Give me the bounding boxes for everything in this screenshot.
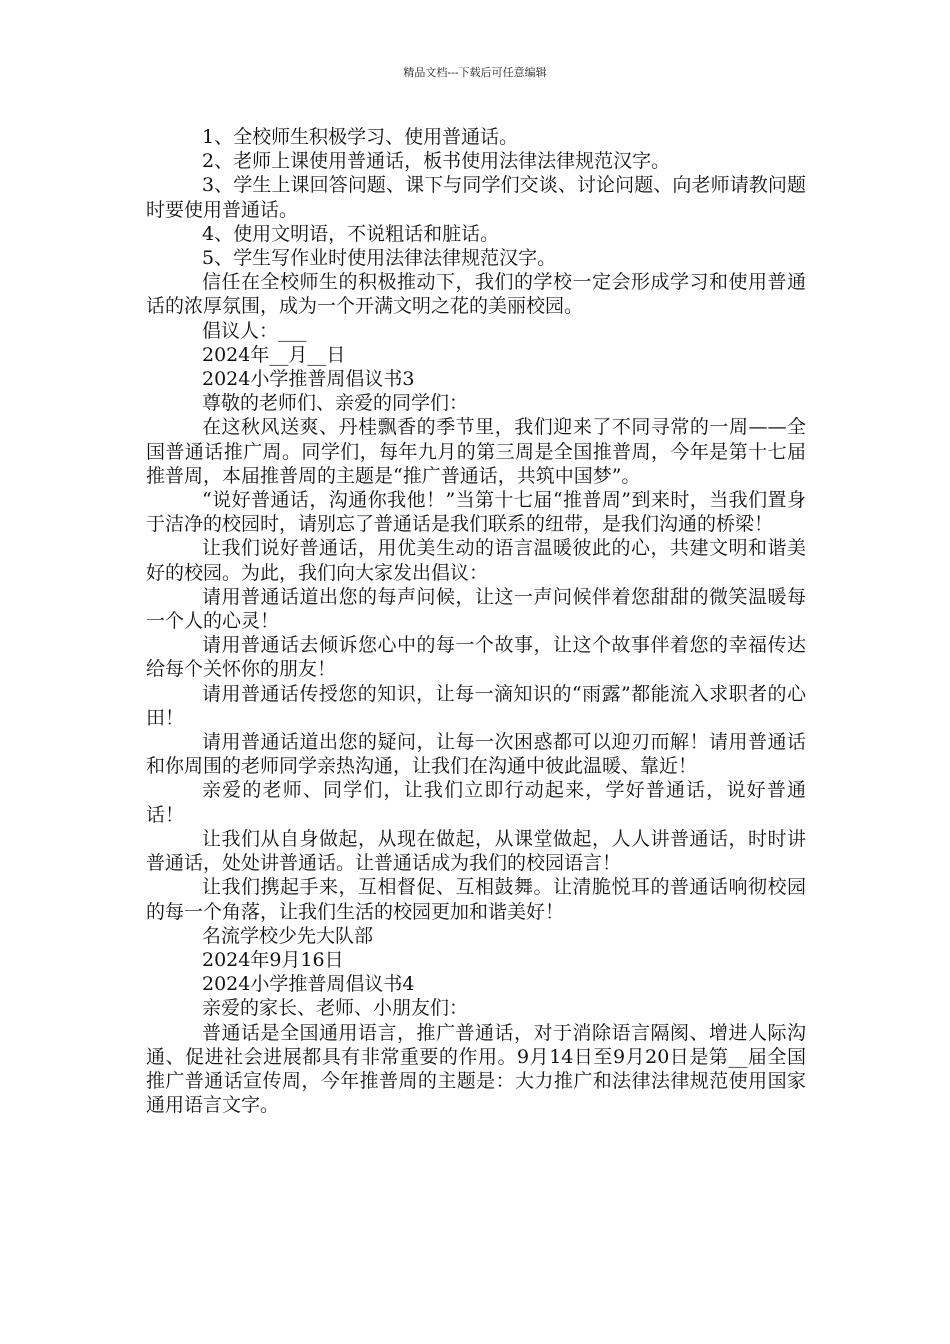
salutation: 尊敬的老师们、亲爱的同学们： [202, 392, 469, 415]
date-line: 2024年__月__日 [202, 343, 346, 366]
paragraph: 4、使用文明语，不说粗话和脏话。 [202, 222, 500, 245]
paragraph: 让我们说好普通话，用优美生动的语言温暖彼此的心，共建文明和谐美好的校园。为此，我们向大家发出倡议： [146, 537, 806, 584]
signature-line: 名流学校少先大队部 [202, 924, 374, 947]
paragraph: 请用普通话传授您的知识，让每一滴知识的“雨露”都能流入求职者的心田！ [146, 682, 806, 729]
date-line: 2024年9月16日 [202, 948, 344, 971]
paragraph: 3、学生上课回答问题、课下与同学们交谈、讨论问题、向老师请教问题时要使用普通话。 [146, 174, 806, 221]
paragraph: 信任在全校师生的积极推动下，我们的学校一定会形成学习和使用普通话的浓厚氛围，成为一个开满文明之花的美丽校园。 [146, 271, 806, 318]
document-body [146, 125, 806, 1117]
paragraph: 亲爱的老师、同学们，让我们立即行动起来，学好普通话，说好普通话！ [146, 779, 806, 826]
paragraph: 普通话是全国通用语言，推广普通话，对于消除语言隔阂、增进人际沟通、促进社会进展都具有非常重要的作用。9月14日至9月20日是第__届全国推广普通话宣传周，今年推普周的主题是：大力推广和法律法律规范使用国家通用语言文字。 [146, 1021, 806, 1117]
section-title: 2024小学推普周倡议书3 [202, 368, 415, 391]
page-header: 精品文档---下载后可任意编辑 [403, 66, 547, 79]
paragraph: “说好普通话，沟通你我他！”当第十七届“推普周”到来时，当我们置身于洁净的校园时，请别忘了普通话是我们联系的纽带，是我们沟通的桥梁！ [146, 489, 806, 536]
paragraph: 在这秋风送爽、丹桂飘香的季节里，我们迎来了不同寻常的一周——全国普通话推广周。同学们，每年九月的第三周是全国推普周，今年是第十七届推普周，本届推普周的主题是“推广普通话，共筑中国梦”。 [146, 416, 806, 487]
salutation: 亲爱的家长、老师、小朋友们： [202, 997, 469, 1020]
paragraph: 5、学生写作业时使用法律法律规范汉字。 [202, 247, 557, 270]
paragraph: 让我们携起手来，互相督促、互相鼓舞。让清脆悦耳的普通话响彻校园的每一个角落，让我们生活的校园更加和谐美好！ [146, 876, 806, 923]
paragraph: 请用普通话去倾诉您心中的每一个故事，让这个故事伴着您的幸福传达给每个关怀你的朋友！ [146, 634, 806, 681]
paragraph: 1、全校师生积极学习、使用普通话。 [202, 126, 519, 148]
section-title: 2024小学推普周倡议书4 [202, 973, 415, 996]
paragraph: 请用普通话道出您的每声问候，让这一声问候伴着您甜甜的微笑温暖每一个人的心灵！ [146, 585, 806, 633]
paragraph: 请用普通话道出您的疑问，让每一次困惑都可以迎刃而解！请用普通话和你周围的老师同学亲热沟通，让我们在沟通中彼此温暖、靠近！ [146, 731, 806, 778]
paragraph: 让我们从自身做起，从现在做起，从课堂做起，人人讲普通话，时时讲普通话，处处讲普通话。让普通话成为我们的校园语言！ [146, 827, 806, 875]
proposer-line: 倡议人：___ [202, 319, 307, 342]
paragraph: 2、老师上课使用普通话，板书使用法律法律规范汉字。 [202, 150, 671, 173]
